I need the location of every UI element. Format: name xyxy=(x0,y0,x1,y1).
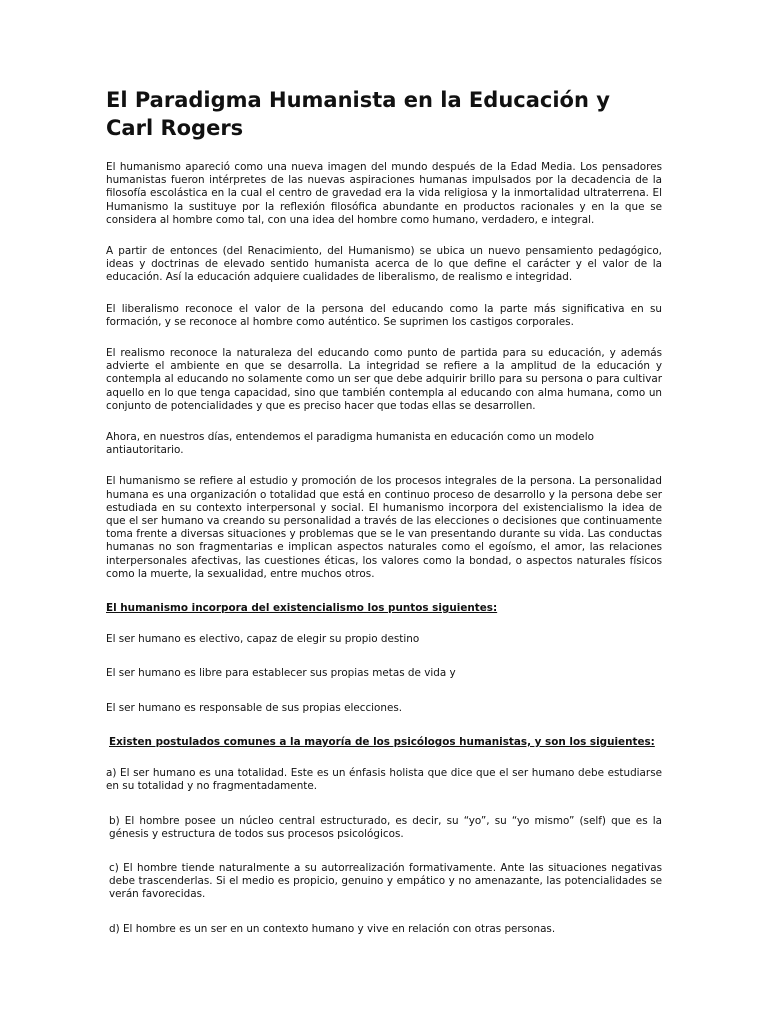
list-item: d) El hombre es un ser en un contexto humano y vive en relación con otras personas. xyxy=(109,922,556,935)
list-item: El ser humano es electivo, capaz de elegir su propio destino xyxy=(106,633,420,646)
paragraph-antiauthoritarian: Ahora, en nuestros días, entendemos el paradigma humanista en educación como un modelo antiautoritario. xyxy=(106,431,594,457)
paragraph-realism: El realismo reconoce la naturaleza del educando como punto de partida para su educación, y además advierte el ambiente en que se desarrolla. La integridad se refiere a la amplitud de la educación y contempla al educando no solamente como un ser que debe adquirir brillo para su persona o para cultivar aquello en lo que tenga capacidad, sino que también contempla al educando con alma humana, como un conjunto de potencialidades y que es preciso hacer que todas ellas se desarrollen. xyxy=(106,347,662,412)
list-item: El ser humano es libre para establecer sus propias metas de vida y xyxy=(106,667,456,680)
section-postulates-heading: Existen postulados comunes a la mayoría de los psicólogos humanistas, y son los siguientes: xyxy=(109,735,655,748)
paragraph-liberalism: El liberalismo reconoce el valor de la persona del educando como la parte más significativa en su formación, y se reconoce al hombre como auténtico. Se suprimen los castigos corporales. xyxy=(106,302,662,328)
list-item: b) El hombre posee un núcleo central estructurado, es decir, su “yo”, su “yo mismo” (self) que es la génesis y estructura de todos sus procesos psicológicos. xyxy=(109,814,662,840)
list-item: El ser humano es responsable de sus propias elecciones. xyxy=(106,701,403,714)
list-item: c) El hombre tiende naturalmente a su autorrealización formativamente. Ante las situaciones negativas debe trascenderlas. Si el medio es propicio, genuino y empático y no amenazante, las potencialidades se verán favorecidas. xyxy=(109,861,662,901)
document-title: El Paradigma Humanista en la Educación y Carl Rogers xyxy=(106,88,610,140)
document-page xyxy=(106,86,662,947)
paragraph-humanism-definition: El humanismo se refiere al estudio y promoción de los procesos integrales de la persona. La personalidad humana es una organización o totalidad que está en continuo proceso de desarrollo y la persona debe ser estudiada en su contexto interpersonal y social. El humanismo incorpora del existencialismo la idea de que el ser humano va creando su personalidad a través de las elecciones o decisiones que continuamente toma frente a diversas situaciones y problemas que se le van presentando durante su vida. Las conductas humanas no son fragmentarias e implican aspectos naturales como el egoísmo, el amor, las relaciones interpersonales afectivas, las cuestiones éticas, los valores como la bondad, o aspectos naturales físicos como la muerte, la sexualidad, entre muchos otros. xyxy=(106,475,662,580)
section-existentialism-heading: El humanismo incorpora del existencialismo los puntos siguientes: xyxy=(106,602,498,615)
paragraph-renaissance: A partir de entonces (del Renacimiento, del Humanismo) se ubica un nuevo pensamiento pedagógico, ideas y doctrinas de elevado sentido humanista acerca de lo que define el carácter y el valor de la educación. Así la educación adquiere cualidades de liberalismo, de realismo e integridad. xyxy=(106,245,662,284)
list-item: a) El ser humano es una totalidad. Este es un énfasis holista que dice que el ser humano debe estudiarse en su totalidad y no fragmentadamente. xyxy=(106,767,662,793)
paragraph-humanism-origin: El humanismo apareció como una nueva imagen del mundo después de la Edad Media. Los pensadores humanistas fueron intérpretes de las nuevas aspiraciones humanas impulsados por la decadencia de la filosofía escolástica en la cual el centro de gravedad era la vida religiosa y la inmortalidad ultraterrena. El Humanismo la sustituye por la reflexión filosófica abundante en productos racionales y en la que se considera al hombre como tal, con una idea del hombre como humano, verdadero, e integral. xyxy=(106,161,662,226)
